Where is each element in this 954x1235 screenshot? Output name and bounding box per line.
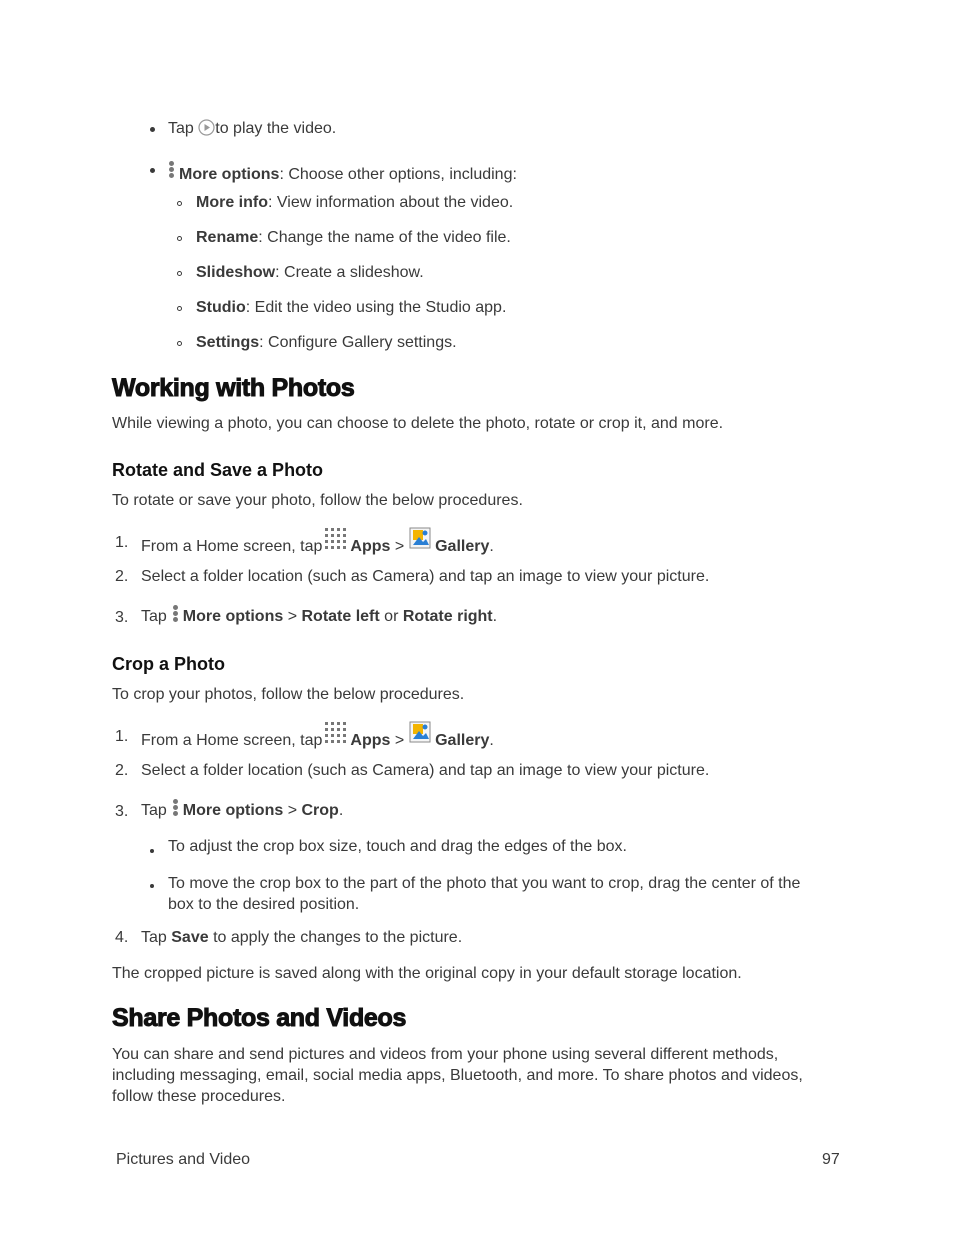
more-options-icon (173, 604, 179, 623)
step-number: 4. (115, 929, 129, 946)
list-bullet (150, 127, 155, 132)
rotate-step-1: From a Home screen, tap Apps > Gallery. (141, 527, 494, 562)
section-title-working-with-photos: Working with Photos (112, 374, 355, 402)
play-instruction: Tap to play the video. (168, 120, 337, 137)
sub-item-settings: Settings: Configure Gallery settings. (196, 334, 457, 351)
sub-bullet (177, 271, 182, 276)
step-number: 1. (115, 534, 129, 551)
step-number: 3. (115, 803, 129, 820)
crop-outro: The cropped picture is saved along with the original copy in your default storage location. (112, 965, 742, 982)
gallery-icon (409, 527, 431, 549)
sub-bullet (177, 306, 182, 311)
step-number: 1. (115, 728, 129, 745)
sub-item-rename: Rename: Change the name of the video file. (196, 229, 511, 246)
footer-section: Pictures and Video (116, 1151, 251, 1168)
apps-icon (324, 527, 350, 551)
subsection-title-rotate: Rotate and Save a Photo (112, 460, 324, 480)
more-options-icon (169, 160, 175, 179)
step-number: 3. (115, 609, 129, 626)
crop-bullet-2: To move the crop box to the part of the photo that you want to crop, drag the center of the box to the desired position. (168, 875, 801, 913)
sub-item-studio: Studio: Edit the video using the Studio app. (196, 299, 507, 316)
more-options-icon (173, 798, 179, 817)
section-title-share: Share Photos and Videos (112, 1004, 407, 1032)
sub-item-more-info: More info: View information about the video. (196, 194, 514, 211)
play-icon (198, 119, 215, 136)
working-intro: While viewing a photo, you can choose to delete the photo, rotate or crop it, and more. (112, 415, 724, 432)
rotate-step-2: Select a folder location (such as Camera) and tap an image to view your picture. (141, 568, 710, 585)
list-bullet (150, 884, 154, 888)
sub-item-slideshow: Slideshow: Create a slideshow. (196, 264, 424, 281)
share-intro: You can share and send pictures and videos from your phone using several different methods, including messaging, email, social media apps, Bluetooth, and more. To share photos and videos, follow these procedures. (112, 1046, 803, 1105)
more-options-item: More options: Choose other options, including: (166, 160, 517, 184)
gallery-icon (409, 721, 431, 743)
crop-intro: To crop your photos, follow the below procedures. (112, 686, 465, 703)
crop-step-3: Tap More options > Crop. (141, 796, 343, 826)
crop-step-2: Select a folder location (such as Camera) and tap an image to view your picture. (141, 762, 710, 779)
subsection-title-crop: Crop a Photo (112, 654, 225, 674)
list-bullet (150, 168, 155, 173)
crop-step-4: Tap Save to apply the changes to the picture. (141, 929, 463, 946)
sub-bullet (177, 236, 182, 241)
sub-bullet (177, 341, 182, 346)
rotate-intro: To rotate or save your photo, follow the below procedures. (112, 492, 523, 509)
sub-bullet (177, 201, 182, 206)
list-bullet (150, 849, 154, 853)
step-number: 2. (115, 762, 129, 779)
rotate-step-3: Tap More options > Rotate left or Rotate right. (141, 602, 497, 632)
page-number: 97 (822, 1151, 840, 1168)
apps-icon (324, 721, 350, 745)
crop-bullet-1: To adjust the crop box size, touch and drag the edges of the box. (168, 838, 627, 855)
step-number: 2. (115, 568, 129, 585)
crop-step-1: From a Home screen, tap Apps > Gallery. (141, 721, 494, 756)
